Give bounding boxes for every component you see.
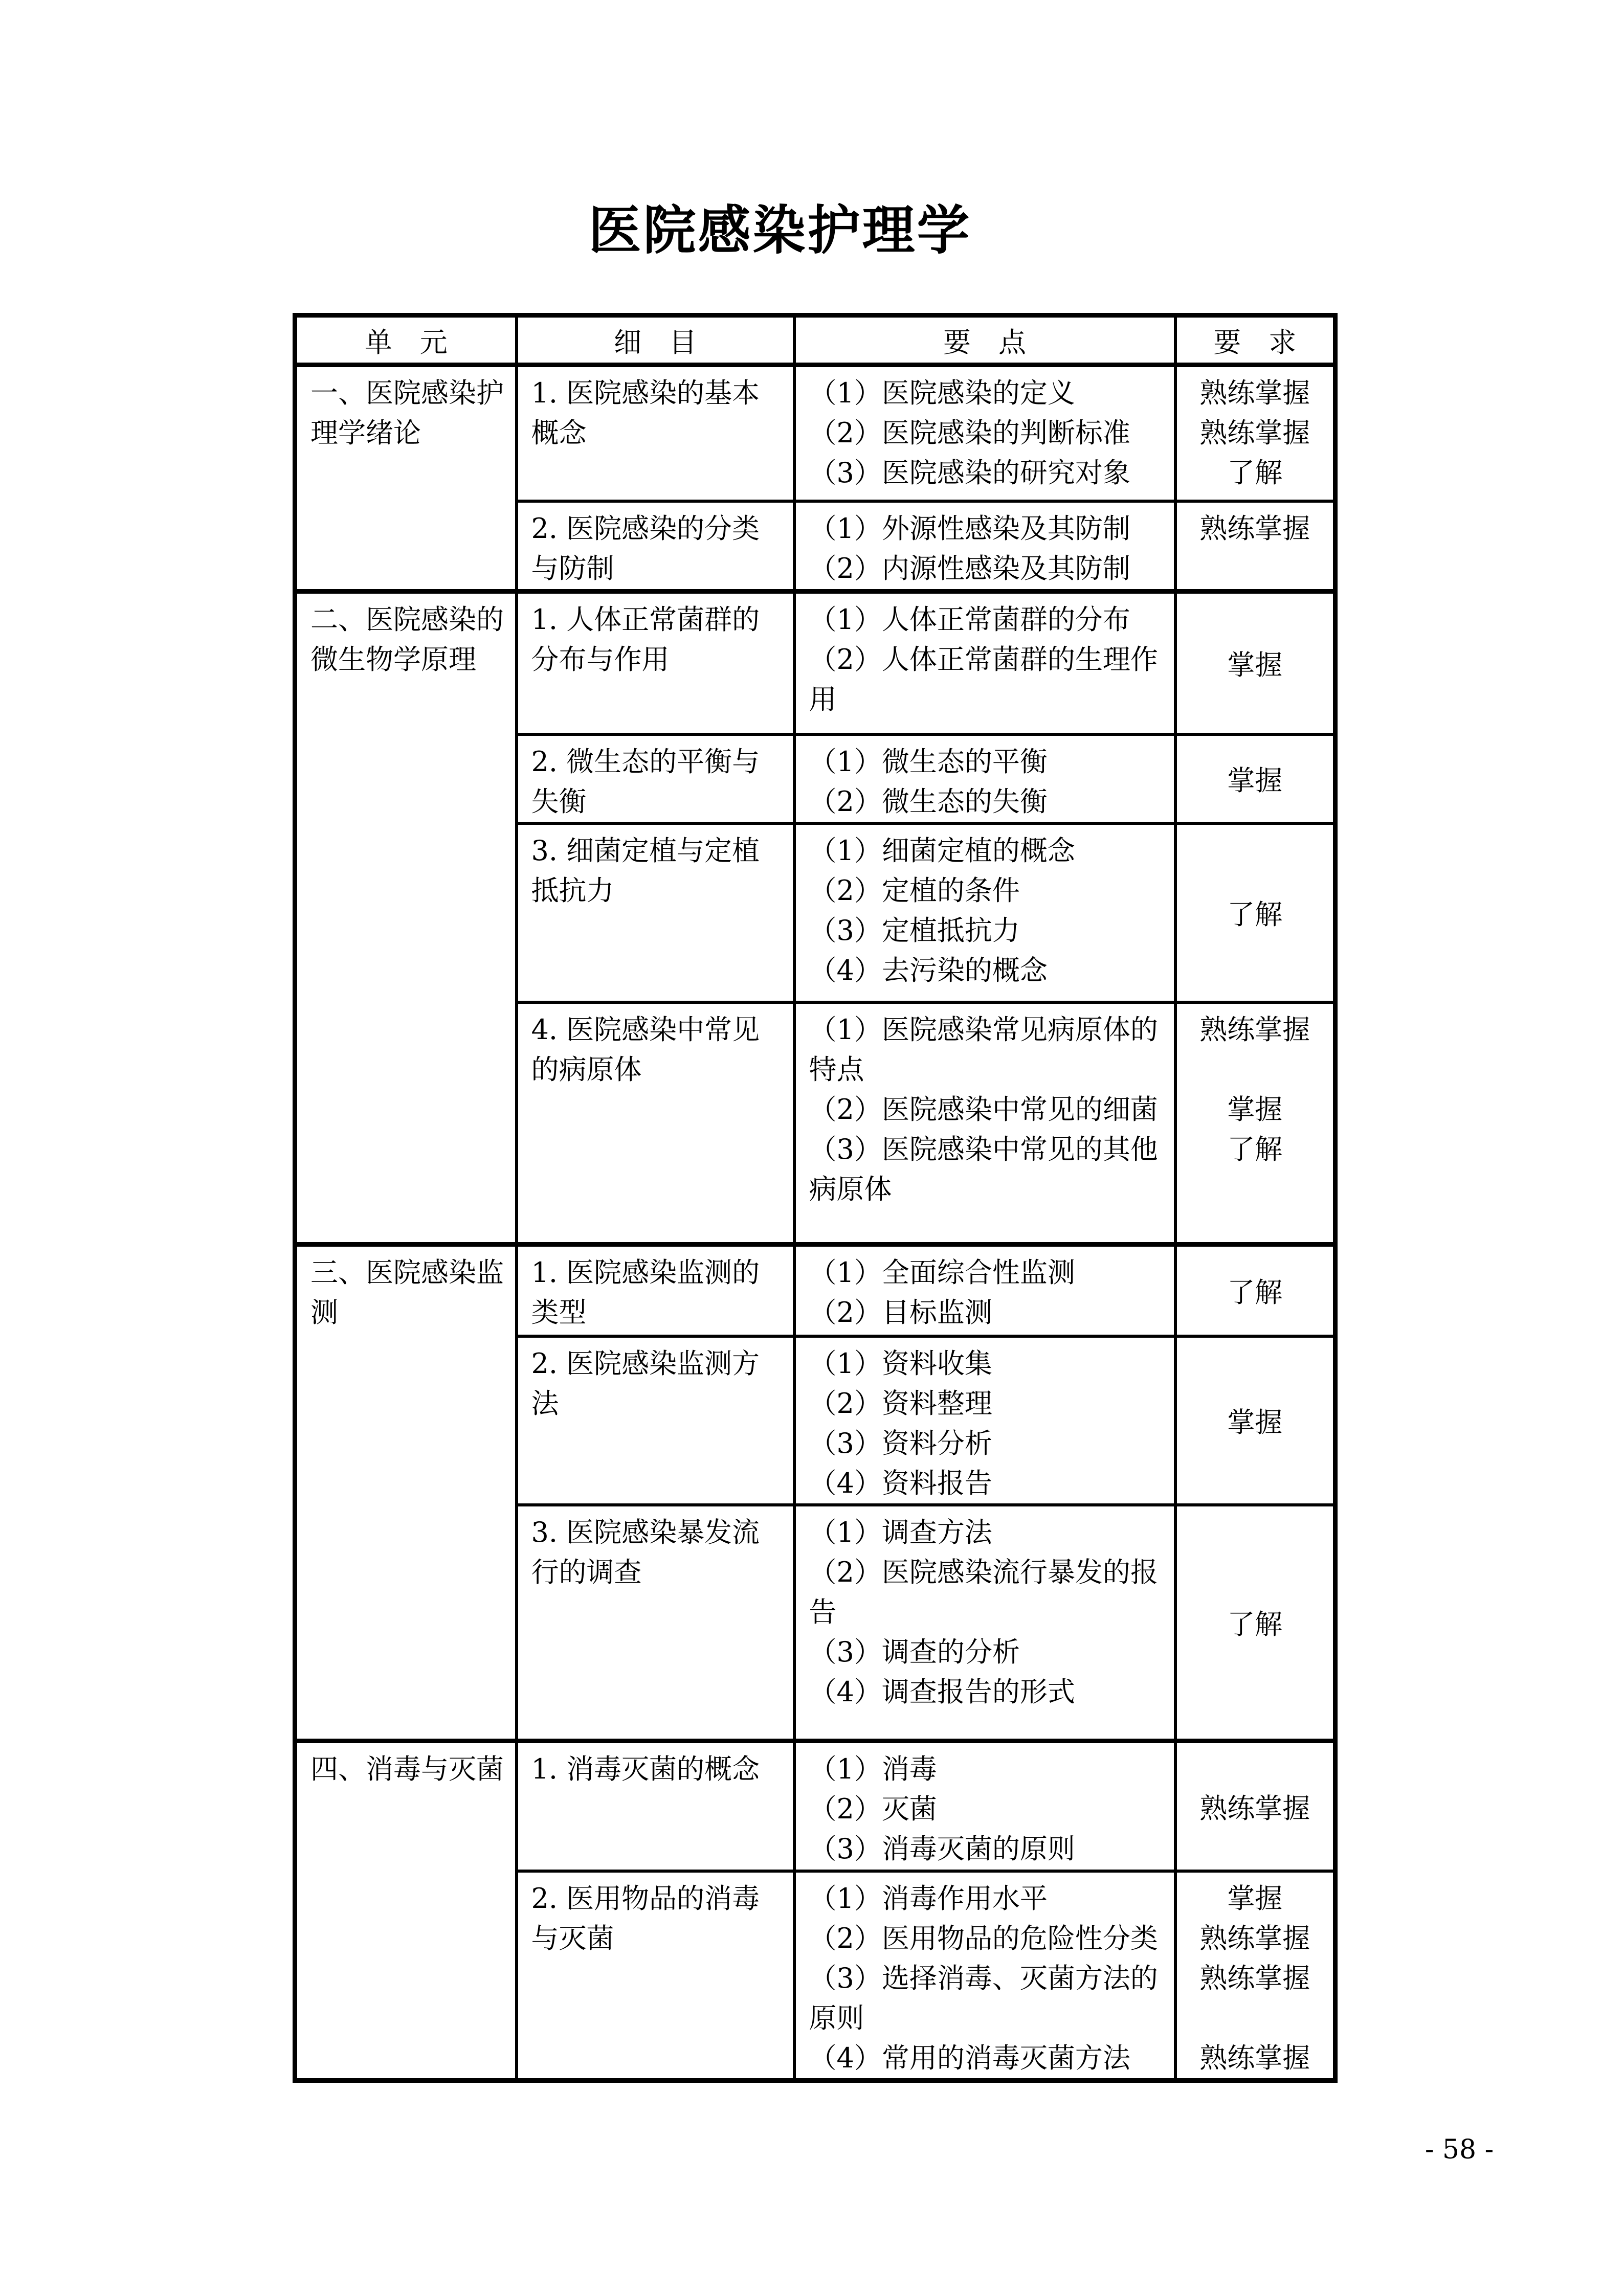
- points-cell: [794, 1002, 1175, 1245]
- cell-content: [518, 1004, 793, 1090]
- item-cell: [517, 1245, 794, 1336]
- points-cell: [794, 1336, 1175, 1505]
- item-cell: [517, 823, 794, 1002]
- requirement-cell: [1175, 1002, 1336, 1245]
- cell-line: （4）调查报告的形式: [809, 1675, 1075, 1708]
- points-cell: [794, 1245, 1175, 1336]
- requirement-cell: [1175, 1245, 1336, 1336]
- cell-line: 3. 细菌定植与定植: [531, 834, 760, 867]
- cell-line: 4. 医院感染中常见: [531, 1013, 760, 1046]
- cell-line: 掌握: [1227, 1093, 1283, 1126]
- requirement-text: 了解: [1227, 1276, 1283, 1309]
- item-cell: [517, 592, 794, 734]
- cell-content: [518, 503, 793, 589]
- table-header: [295, 316, 1336, 365]
- cell-line: 与灭菌: [531, 1922, 614, 1954]
- table-row: [295, 592, 1336, 734]
- cell-line: （3）调查的分析: [809, 1635, 1020, 1668]
- cell-content: [518, 1743, 793, 1789]
- cell-line: 2. 微生态的平衡与: [531, 745, 760, 778]
- requirement-cell: [1175, 823, 1336, 1002]
- requirement-cell: [1175, 1741, 1336, 1871]
- cell-line: 分布与作用: [531, 643, 670, 676]
- cell-line: （1）资料收集: [809, 1347, 992, 1380]
- cell-content: [518, 1506, 793, 1592]
- cell-content: [518, 736, 793, 822]
- cell-line: [1177, 1169, 1333, 1209]
- cell-line: 特点: [809, 1053, 864, 1086]
- cell-line: 测: [310, 1296, 338, 1329]
- cell-line: [1177, 549, 1333, 589]
- item-cell: [517, 734, 794, 823]
- cell-line: （2）医院感染中常见的细菌: [809, 1093, 1158, 1126]
- cell-line: 行的调查: [531, 1556, 642, 1588]
- cell-content: [796, 1004, 1174, 1209]
- cell-line: 四、消毒与灭菌: [310, 1753, 504, 1785]
- cell-line: 的病原体: [531, 1053, 642, 1086]
- points-cell: [794, 734, 1175, 823]
- item-cell: [517, 1741, 794, 1871]
- cell-line: （4）资料报告: [809, 1467, 992, 1499]
- cell-content: [518, 594, 793, 680]
- cell-line: 二、医院感染的: [310, 603, 504, 636]
- table-row: [295, 1245, 1336, 1336]
- cell-content: [518, 1873, 793, 1959]
- cell-content: [796, 503, 1174, 589]
- cell-line: 掌握: [1227, 1882, 1283, 1915]
- requirement-cell: [1175, 592, 1336, 734]
- points-cell: [794, 1741, 1175, 1871]
- item-cell: [517, 1336, 794, 1505]
- cell-content: [1177, 367, 1333, 493]
- cell-line: （1）人体正常菌群的分布: [809, 603, 1130, 636]
- header-cell-requirement: 要 求: [1175, 316, 1336, 365]
- cell-line: 微生物学原理: [310, 643, 476, 676]
- cell-line: （2）医用物品的危险性分类: [809, 1922, 1158, 1954]
- requirement-text: 了解: [1227, 898, 1283, 931]
- item-cell: [517, 1505, 794, 1741]
- unit-cell: [295, 365, 517, 592]
- cell-line: 告: [809, 1595, 837, 1628]
- cell-content: [796, 1506, 1174, 1712]
- cell-line: （1）全面综合性监测: [809, 1256, 1075, 1289]
- requirement-text: 熟练掌握: [1199, 1792, 1310, 1825]
- cell-content: [297, 1743, 515, 1789]
- cell-line: （3）选择消毒、灭菌方法的: [809, 1962, 1158, 1994]
- cell-line: 熟练掌握: [1199, 1922, 1310, 1954]
- cell-line: （2）微生态的失衡: [809, 785, 1048, 818]
- syllabus-table: [293, 313, 1338, 2083]
- requirement-cell: [1175, 501, 1336, 592]
- cell-content: [796, 1247, 1174, 1333]
- points-cell: [794, 1505, 1175, 1741]
- cell-line: （3）消毒灭菌的原则: [809, 1833, 1075, 1865]
- cell-line: （4）去污染的概念: [809, 954, 1048, 986]
- requirement-cell: [1175, 734, 1336, 823]
- cell-line: 病原体: [809, 1173, 892, 1205]
- cell-line: 抵抗力: [531, 874, 614, 907]
- cell-content: [796, 1338, 1174, 1503]
- cell-line: （2）内源性感染及其防制: [809, 552, 1130, 584]
- cell-line: 2. 医院感染监测方: [531, 1347, 760, 1380]
- requirement-cell: [1175, 1505, 1336, 1741]
- cell-content: [1177, 1004, 1333, 1209]
- cell-line: （2）定植的条件: [809, 874, 1020, 907]
- page-number: - 58 -: [1425, 2134, 1494, 2165]
- cell-line: （3）医院感染中常见的其他: [809, 1133, 1158, 1165]
- cell-content: [518, 825, 793, 911]
- cell-line: 一、医院感染护: [310, 377, 504, 409]
- cell-line: 熟练掌握: [1199, 377, 1310, 409]
- cell-line: 熟练掌握: [1199, 417, 1310, 449]
- cell-line: （2）目标监测: [809, 1296, 992, 1329]
- cell-line: （4）常用的消毒灭菌方法: [809, 2041, 1130, 2074]
- requirement-cell: [1175, 365, 1336, 501]
- requirement-text: 掌握: [1227, 1406, 1283, 1438]
- unit-cell: [295, 1245, 517, 1741]
- cell-content: [1177, 1873, 1333, 2078]
- cell-line: 熟练掌握: [1199, 1013, 1310, 1046]
- cell-line: 了解: [1227, 457, 1283, 489]
- cell-content: [297, 1247, 515, 1333]
- table-body: [295, 365, 1336, 2081]
- cell-line: （2）医院感染的判断标准: [809, 417, 1130, 449]
- cell-line: 失衡: [531, 785, 587, 818]
- cell-line: （2）人体正常菌群的生理作: [809, 643, 1158, 676]
- requirement-text: 了解: [1227, 1608, 1283, 1641]
- cell-line: （1）医院感染常见病原体的: [809, 1013, 1158, 1046]
- cell-content: [518, 367, 793, 453]
- cell-line: （2）医院感染流行暴发的报: [809, 1556, 1158, 1588]
- header-cell-item: 细 目: [517, 316, 794, 365]
- cell-line: （1）消毒作用水平: [809, 1882, 1048, 1915]
- cell-line: [1177, 1998, 1333, 2038]
- cell-content: [796, 594, 1174, 719]
- cell-line: 1. 医院感染监测的: [531, 1256, 760, 1289]
- header-cell-unit: 单 元: [295, 316, 517, 365]
- cell-content: [796, 1743, 1174, 1869]
- cell-line: （1）医院感染的定义: [809, 377, 1075, 409]
- cell-line: 类型: [531, 1296, 587, 1329]
- cell-line: 理学绪论: [310, 417, 421, 449]
- cell-line: （2）资料整理: [809, 1387, 992, 1420]
- cell-line: 熟练掌握: [1199, 1962, 1310, 1994]
- cell-content: [297, 594, 515, 680]
- cell-line: （1）细菌定植的概念: [809, 834, 1075, 867]
- cell-content: [297, 367, 515, 453]
- unit-cell: [295, 592, 517, 1245]
- cell-line: 1. 消毒灭菌的概念: [531, 1753, 760, 1785]
- header-cell-points: 要 点: [794, 316, 1175, 365]
- cell-line: 1. 医院感染的基本: [531, 377, 760, 409]
- item-cell: [517, 1871, 794, 2081]
- cell-line: 法: [531, 1387, 559, 1420]
- cell-line: 2. 医院感染的分类: [531, 512, 760, 545]
- cell-line: 1. 人体正常菌群的: [531, 603, 760, 636]
- doc-title: 医院感染护理学: [588, 200, 972, 261]
- cell-line: 三、医院感染监: [310, 1256, 504, 1289]
- points-cell: [794, 365, 1175, 501]
- points-cell: [794, 592, 1175, 734]
- cell-content: [796, 825, 1174, 991]
- requirement-text: 掌握: [1227, 649, 1283, 682]
- cell-content: [796, 367, 1174, 493]
- points-cell: [794, 1871, 1175, 2081]
- cell-line: 概念: [531, 417, 587, 449]
- item-cell: [517, 1002, 794, 1245]
- cell-line: 3. 医院感染暴发流: [531, 1516, 760, 1548]
- cell-line: 了解: [1227, 1133, 1283, 1165]
- points-cell: [794, 501, 1175, 592]
- cell-content: [518, 1338, 793, 1424]
- cell-line: （3）定植抵抗力: [809, 914, 1020, 947]
- cell-line: （1）调查方法: [809, 1516, 992, 1548]
- cell-content: [796, 1873, 1174, 2078]
- cell-line: [1177, 1050, 1333, 1090]
- cell-line: 用: [809, 683, 837, 715]
- cell-line: 熟练掌握: [1199, 2041, 1310, 2074]
- cell-line: （3）医院感染的研究对象: [809, 457, 1130, 489]
- item-cell: [517, 365, 794, 501]
- unit-cell: [295, 1741, 517, 2081]
- table-row: [295, 1741, 1336, 1871]
- header-row: [295, 316, 1336, 365]
- cell-line: （1）消毒: [809, 1753, 937, 1785]
- points-cell: [794, 823, 1175, 1002]
- item-cell: [517, 501, 794, 592]
- table-row: [295, 365, 1336, 501]
- cell-line: 熟练掌握: [1199, 512, 1310, 545]
- cell-line: （2）灭菌: [809, 1793, 937, 1825]
- cell-content: [796, 736, 1174, 822]
- cell-line: （3）资料分析: [809, 1427, 992, 1459]
- cell-line: 原则: [809, 2001, 864, 2034]
- cell-content: [518, 1247, 793, 1333]
- requirement-cell: [1175, 1871, 1336, 2081]
- cell-line: 2. 医用物品的消毒: [531, 1882, 760, 1915]
- cell-content: [1177, 503, 1333, 589]
- requirement-cell: [1175, 1336, 1336, 1505]
- requirement-text: 掌握: [1227, 764, 1283, 797]
- cell-line: （1）外源性感染及其防制: [809, 512, 1130, 545]
- cell-line: 与防制: [531, 552, 614, 584]
- cell-line: （1）微生态的平衡: [809, 745, 1048, 778]
